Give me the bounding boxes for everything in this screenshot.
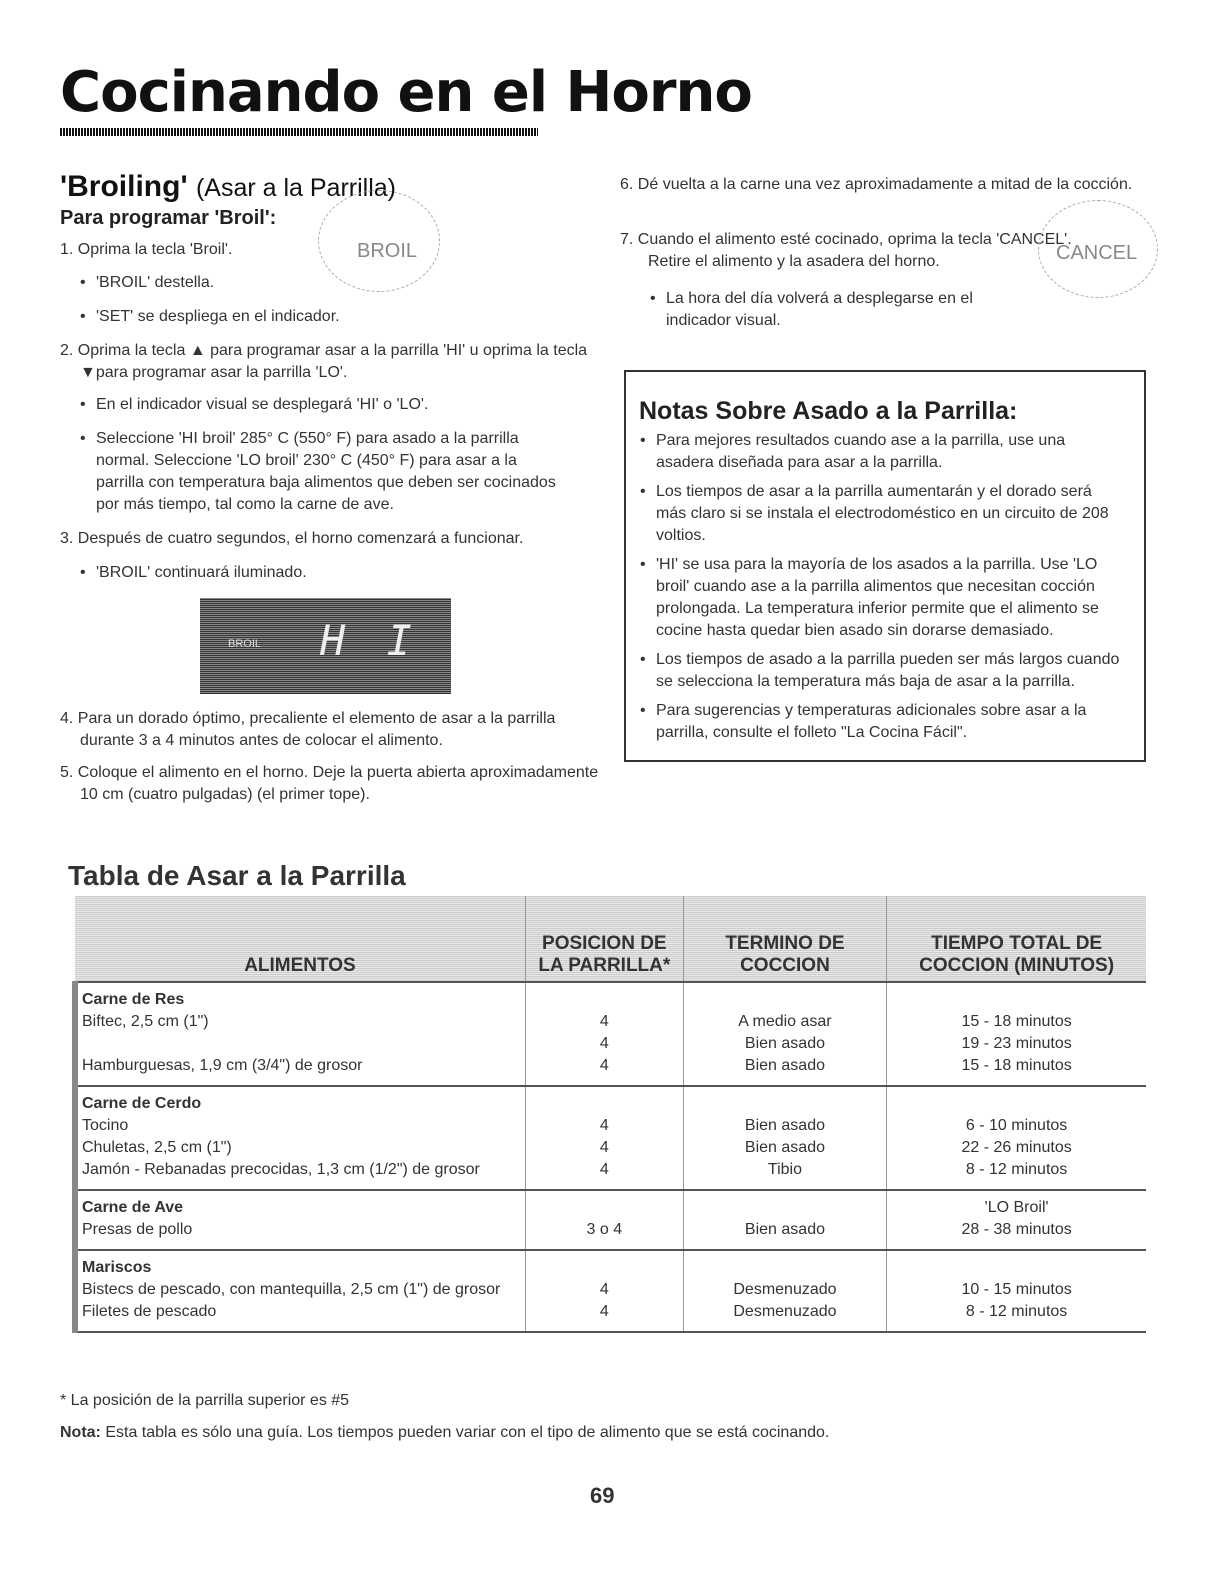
time-cell: 10 - 15 minutos bbox=[961, 1281, 1072, 1298]
position-cell: 4 bbox=[599, 1057, 609, 1074]
food-cell: Hamburguesas, 1,9 cm (3/4") de grosor bbox=[82, 1057, 363, 1074]
doneness-cell: Desmenuzado bbox=[733, 1303, 837, 1320]
broiling-heading-sub: (Asar a la Parrilla) bbox=[195, 174, 396, 202]
col-header-food: ALIMENTOS bbox=[75, 896, 525, 982]
step-1: 1. Oprima la tecla 'Broil'. bbox=[60, 241, 233, 258]
step-2-bullet-1: • En el indicador visual se desplegará 'HI' o 'LO'. bbox=[80, 394, 580, 416]
group-name: Mariscos bbox=[82, 1259, 152, 1276]
position-cell: 4 bbox=[599, 1035, 609, 1052]
broil-table bbox=[72, 896, 1146, 1333]
time-cell: 15 - 18 minutos bbox=[961, 1057, 1072, 1074]
step-7-bullet-1: • La hora del día volverá a desplegarse en el indicador visual. bbox=[650, 288, 1010, 332]
display-broil-label: BROIL bbox=[228, 638, 262, 650]
note-item: • 'HI' se usa para la mayoría de los asados a la parrilla. Use 'LO broil' cuando ase a la parrilla alimentos que necesitan cocción prolongada. La temperatura inferior permite que el alimento se cocine hasta quedar bien asado sin dorarse demasiado. bbox=[640, 554, 1120, 642]
food-cell bbox=[82, 1033, 525, 1055]
broil-key-label: BROIL bbox=[357, 240, 418, 262]
note-item: • Los tiempos de asado a la parrilla pueden ser más largos cuando se selecciona la temperatura más baja de asar a la parrilla. bbox=[640, 649, 1120, 693]
position-cell: 4 bbox=[599, 1303, 609, 1320]
col-header-time: TIEMPO TOTAL DE COCCION (MINUTOS) bbox=[887, 896, 1146, 982]
step-7: 7. Cuando el alimento esté cocinado, oprima la tecla 'CANCEL'. Retire el alimento y la asadera del horno. bbox=[620, 231, 1072, 270]
time-cell: 22 - 26 minutos bbox=[961, 1139, 1072, 1156]
table-header-row bbox=[75, 896, 1146, 982]
doneness-cell: Bien asado bbox=[744, 1221, 825, 1238]
page-number: 69 bbox=[590, 1483, 615, 1508]
notes-heading: Notas Sobre Asado a la Parrilla: bbox=[639, 397, 1018, 425]
program-heading: Para programar 'Broil': bbox=[60, 207, 277, 229]
position-cell: 4 bbox=[599, 1281, 609, 1298]
doneness-cell: A medio asar bbox=[738, 1013, 832, 1030]
group-name: Carne de Res bbox=[82, 991, 185, 1008]
table-group-beef bbox=[75, 982, 1146, 1086]
food-cell: Presas de pollo bbox=[82, 1221, 193, 1238]
step-1-bullet-2: • 'SET' se despliega en el indicador. bbox=[80, 306, 580, 328]
time-cell: 8 - 12 minutos bbox=[965, 1303, 1068, 1320]
col-header-doneness: TERMINO DE COCCION bbox=[683, 896, 887, 982]
step-5: 5. Coloque el alimento en el horno. Deje la puerta abierta aproximadamente 10 cm (cuatro pulgadas) (el primer tope). bbox=[60, 764, 599, 803]
cancel-key-label: CANCEL bbox=[1056, 242, 1138, 264]
group-name: Carne de Cerdo bbox=[82, 1095, 202, 1112]
note-item: • Para sugerencias y temperaturas adicionales sobre asar a la parrilla, consulte el folleto "La Cocina Fácil". bbox=[640, 700, 1120, 744]
time-cell: 6 - 10 minutos bbox=[965, 1117, 1068, 1134]
step-3: 3. Después de cuatro segundos, el horno comenzará a funcionar. bbox=[60, 530, 524, 547]
step-6: 6. Dé vuelta a la carne una vez aproximadamente a mitad de la cocción. bbox=[620, 176, 1133, 193]
notes-box bbox=[624, 370, 1146, 762]
time-cell: 15 - 18 minutos bbox=[961, 1013, 1072, 1030]
doneness-cell: Bien asado bbox=[744, 1035, 825, 1052]
doneness-cell: Bien asado bbox=[744, 1139, 825, 1156]
step-2: 2. Oprima la tecla ▲ para programar asar a la parrilla 'HI' u oprima la tecla ▼para programar asar la parrilla 'LO'. bbox=[60, 342, 588, 381]
title-underline bbox=[60, 128, 538, 136]
col-header-position: POSICION DE LA PARRILLA* bbox=[525, 896, 683, 982]
doneness-cell: Bien asado bbox=[744, 1117, 825, 1134]
food-cell: Filetes de pescado bbox=[82, 1303, 217, 1320]
position-cell: 4 bbox=[599, 1117, 609, 1134]
table-group-pork bbox=[75, 1086, 1146, 1190]
doneness-cell: Bien asado bbox=[744, 1057, 825, 1074]
time-cell: 8 - 12 minutos bbox=[965, 1161, 1068, 1178]
note-item: • Los tiempos de asar a la parrilla aumentarán y el dorado será más claro si se instala el electrodoméstico en un circuito de 208 voltios. bbox=[640, 481, 1120, 547]
time-cell: 19 - 23 minutos bbox=[961, 1035, 1072, 1052]
table-note bbox=[60, 1422, 1060, 1444]
food-cell: Biftec, 2,5 cm (1") bbox=[82, 1013, 209, 1030]
table-group-poultry bbox=[75, 1190, 1146, 1250]
display-hi-value: H I bbox=[320, 616, 420, 665]
position-cell: 4 bbox=[599, 1161, 609, 1178]
table-footnote: * La posición de la parrilla superior es #5 bbox=[60, 1392, 350, 1409]
note-text: Esta tabla es sólo una guía. Los tiempos pueden variar con el tipo de alimento que se está cocinando. bbox=[105, 1424, 830, 1441]
table-heading: Tabla de Asar a la Parrilla bbox=[68, 860, 406, 891]
food-cell: Chuletas, 2,5 cm (1") bbox=[82, 1139, 232, 1156]
group-name: Carne de Ave bbox=[82, 1199, 184, 1216]
step-2-bullet-2: • Seleccione 'HI broil' 285° C (550° F) para asado a la parrilla normal. Seleccione 'LO broil' 230° C (450° F) para asar a la parrilla con temperatura baja alimentos que deben ser cocinados por más tiempo, tal como la carne de ave. bbox=[80, 428, 560, 516]
note-item: • Para mejores resultados cuando ase a la parrilla, use una asadera diseñada para asar a la parrilla. bbox=[640, 430, 1120, 474]
note-label: Nota: bbox=[60, 1424, 101, 1441]
broiling-heading: 'Broiling' bbox=[60, 170, 188, 203]
food-cell: Tocino bbox=[82, 1117, 129, 1134]
doneness-cell: Desmenuzado bbox=[733, 1281, 837, 1298]
food-cell: Jamón - Rebanadas precocidas, 1,3 cm (1/2") de grosor bbox=[82, 1161, 480, 1178]
doneness-cell: Tibio bbox=[767, 1161, 802, 1178]
oven-display bbox=[200, 598, 451, 694]
time-cell: 28 - 38 minutos bbox=[961, 1221, 1072, 1238]
position-cell: 3 o 4 bbox=[586, 1221, 623, 1238]
table-group-seafood bbox=[75, 1250, 1146, 1332]
step-4: 4. Para un dorado óptimo, precaliente el elemento de asar a la parrilla durante 3 a 4 minutos antes de colocar el alimento. bbox=[60, 710, 556, 749]
food-cell: Bistecs de pescado, con mantequilla, 2,5 cm (1") de grosor bbox=[82, 1281, 501, 1298]
step-1-bullet-1: • 'BROIL' destella. bbox=[80, 272, 330, 294]
position-cell: 4 bbox=[599, 1139, 609, 1156]
position-cell: 4 bbox=[599, 1013, 609, 1030]
time-note-lo-broil: 'LO Broil' bbox=[984, 1199, 1049, 1216]
page-title: Cocinando en el Horno bbox=[60, 60, 752, 125]
step-3-bullet-1: • 'BROIL' continuará iluminado. bbox=[80, 562, 580, 584]
